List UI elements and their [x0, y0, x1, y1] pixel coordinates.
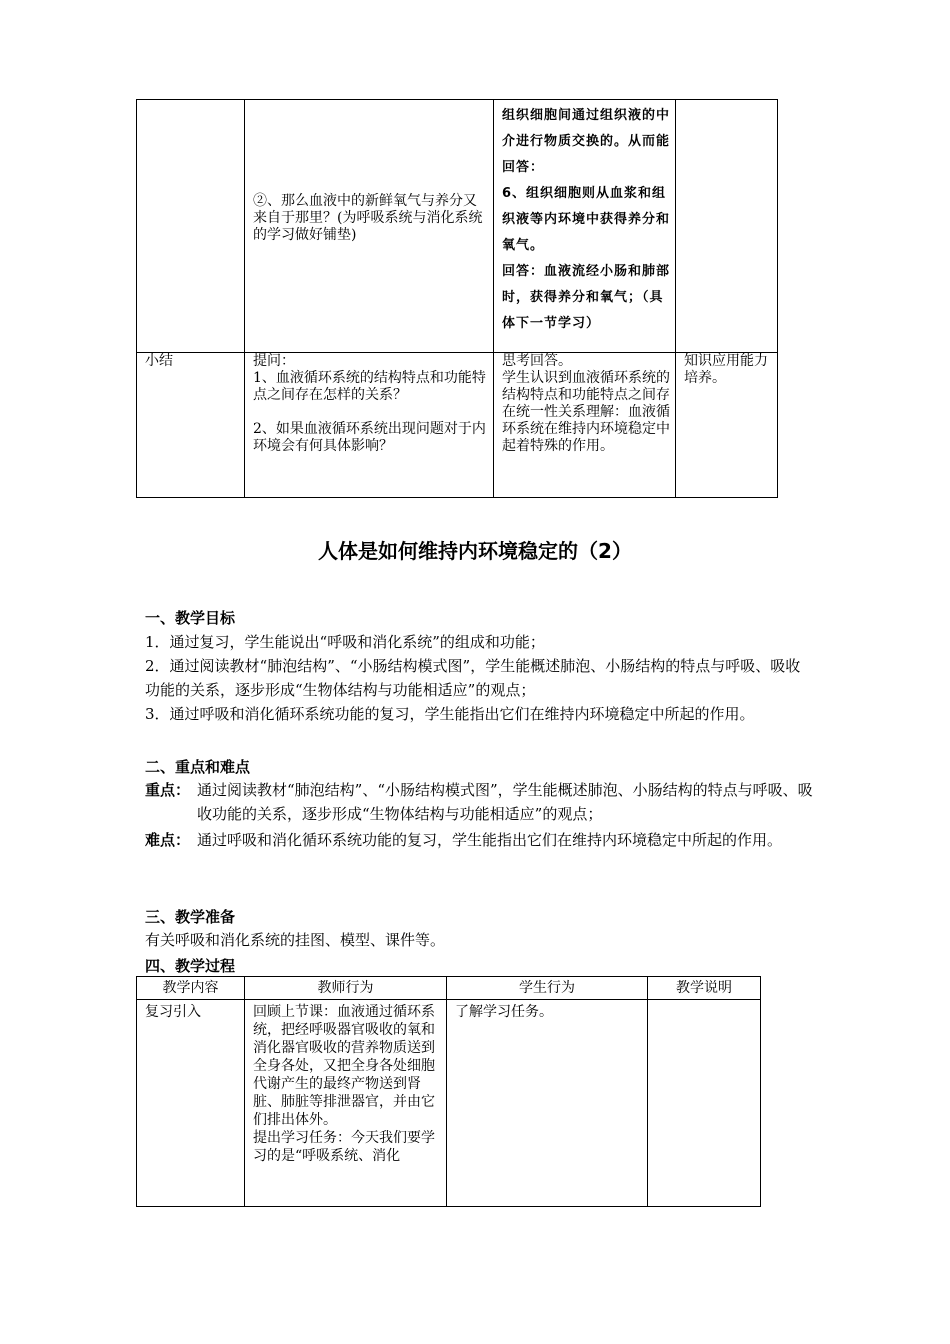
list-item: 1．通过复习，学生能说出“呼吸和消化系统”的组成和功能； — [145, 633, 545, 651]
key-point — [145, 778, 815, 826]
difficult-point-text: 通过呼吸和消化循环系统功能的复习，学生能指出它们在维持内环境稳定中所起的作用。 — [197, 831, 783, 849]
cell-text: 小结 — [145, 353, 173, 369]
table-cell — [676, 100, 778, 353]
table-cell — [245, 353, 494, 498]
cell-text: 回答：血液流经小肠和肺部时，获得养分和氧气；（具体下一节学习） — [502, 264, 671, 331]
cell-text: 回顾上节课：血液通过循环系统，把经呼吸器官吸收的氧和消化器官吸收的营养物质送到全身各处，又把全身各处细胞代谢产生的最终产物送到肾脏、肺脏等排泄器官，并由它们排出体外。 — [253, 1004, 435, 1128]
column-header: 教学内容 — [137, 977, 245, 1000]
cell-text: 6、组织细胞则从血浆和组织液等内环境中获得养分和氧气。 — [502, 186, 671, 253]
column-header: 教学说明 — [648, 977, 761, 1000]
cell-text: 组织细胞间通过组织液的中介进行物质交换的。从而能回答： — [502, 108, 671, 175]
section-heading: 四、教学过程 — [145, 957, 236, 975]
section-heading: 二、重点和难点 — [145, 758, 251, 776]
section-heading: 一、教学目标 — [145, 609, 236, 627]
objectives-list — [145, 630, 815, 726]
table-cell — [648, 1000, 761, 1207]
table-cell — [676, 353, 778, 498]
cell-text: 提出学习任务：今天我们要学习的是“呼吸系统、消化 — [253, 1130, 435, 1164]
cell-text: 提问： — [253, 353, 295, 369]
difficult-point — [145, 828, 815, 852]
cell-text: 1、血液循环系统的结构特点和功能特点之间存在怎样的关系？ — [253, 370, 486, 403]
table-cell — [494, 353, 676, 498]
preparation-text: 有关呼吸和消化系统的挂图、模型、课件等。 — [145, 931, 446, 949]
cell-text: 知识应用能力培养。 — [684, 353, 768, 386]
section-heading: 三、教学准备 — [145, 908, 236, 926]
table-header-row — [137, 977, 761, 1000]
table-cell — [137, 353, 245, 498]
table-cell — [245, 1000, 447, 1207]
cell-text: ②、那么血液中的新鲜氧气与养分又来自于那里？(为呼吸系统与消化系统的学习做好铺垫) — [253, 192, 483, 243]
table-cell — [494, 100, 676, 353]
page-title: 人体是如何维持内环境稳定的（2） — [318, 539, 632, 563]
table-cell — [137, 100, 245, 353]
table-row — [137, 353, 778, 498]
teaching-process-table — [136, 976, 761, 1207]
cell-text: 思考回答。 — [502, 353, 572, 369]
table-cell — [245, 100, 494, 353]
column-header: 教师行为 — [245, 977, 447, 1000]
list-item: 3．通过呼吸和消化循环系统功能的复习，学生能指出它们在维持内环境稳定中所起的作用。 — [145, 705, 755, 723]
list-item: 2．通过阅读教材“肺泡结构”、“小肠结构模式图”，学生能概述肺泡、小肠结构的特点与呼吸、吸收功能的关系，逐步形成“生物体结构与功能相适应”的观点； — [145, 657, 801, 699]
lesson-table-continued — [136, 99, 778, 498]
table-cell: 复习引入 — [137, 1000, 245, 1207]
cell-text: 2、如果血液循环系统出现问题对于内环境会有何具体影响？ — [253, 421, 486, 454]
difficult-point-label: 难点： — [145, 831, 191, 849]
key-point-text: 通过阅读教材“肺泡结构”、“小肠结构模式图”，学生能概述肺泡、小肠结构的特点与呼吸、吸收功能的关系，逐步形成“生物体结构与功能相适应”的观点； — [197, 781, 813, 823]
key-point-label: 重点： — [145, 781, 191, 799]
column-header: 学生行为 — [447, 977, 648, 1000]
table-row — [137, 100, 778, 353]
cell-text: 学生认识到血液循环系统的结构特点和功能特点之间存在统一性关系理解：血液循环系统在维持内环境稳定中起着特殊的作用。 — [502, 370, 670, 454]
table-cell: 了解学习任务。 — [447, 1000, 648, 1207]
table-row — [137, 1000, 761, 1207]
